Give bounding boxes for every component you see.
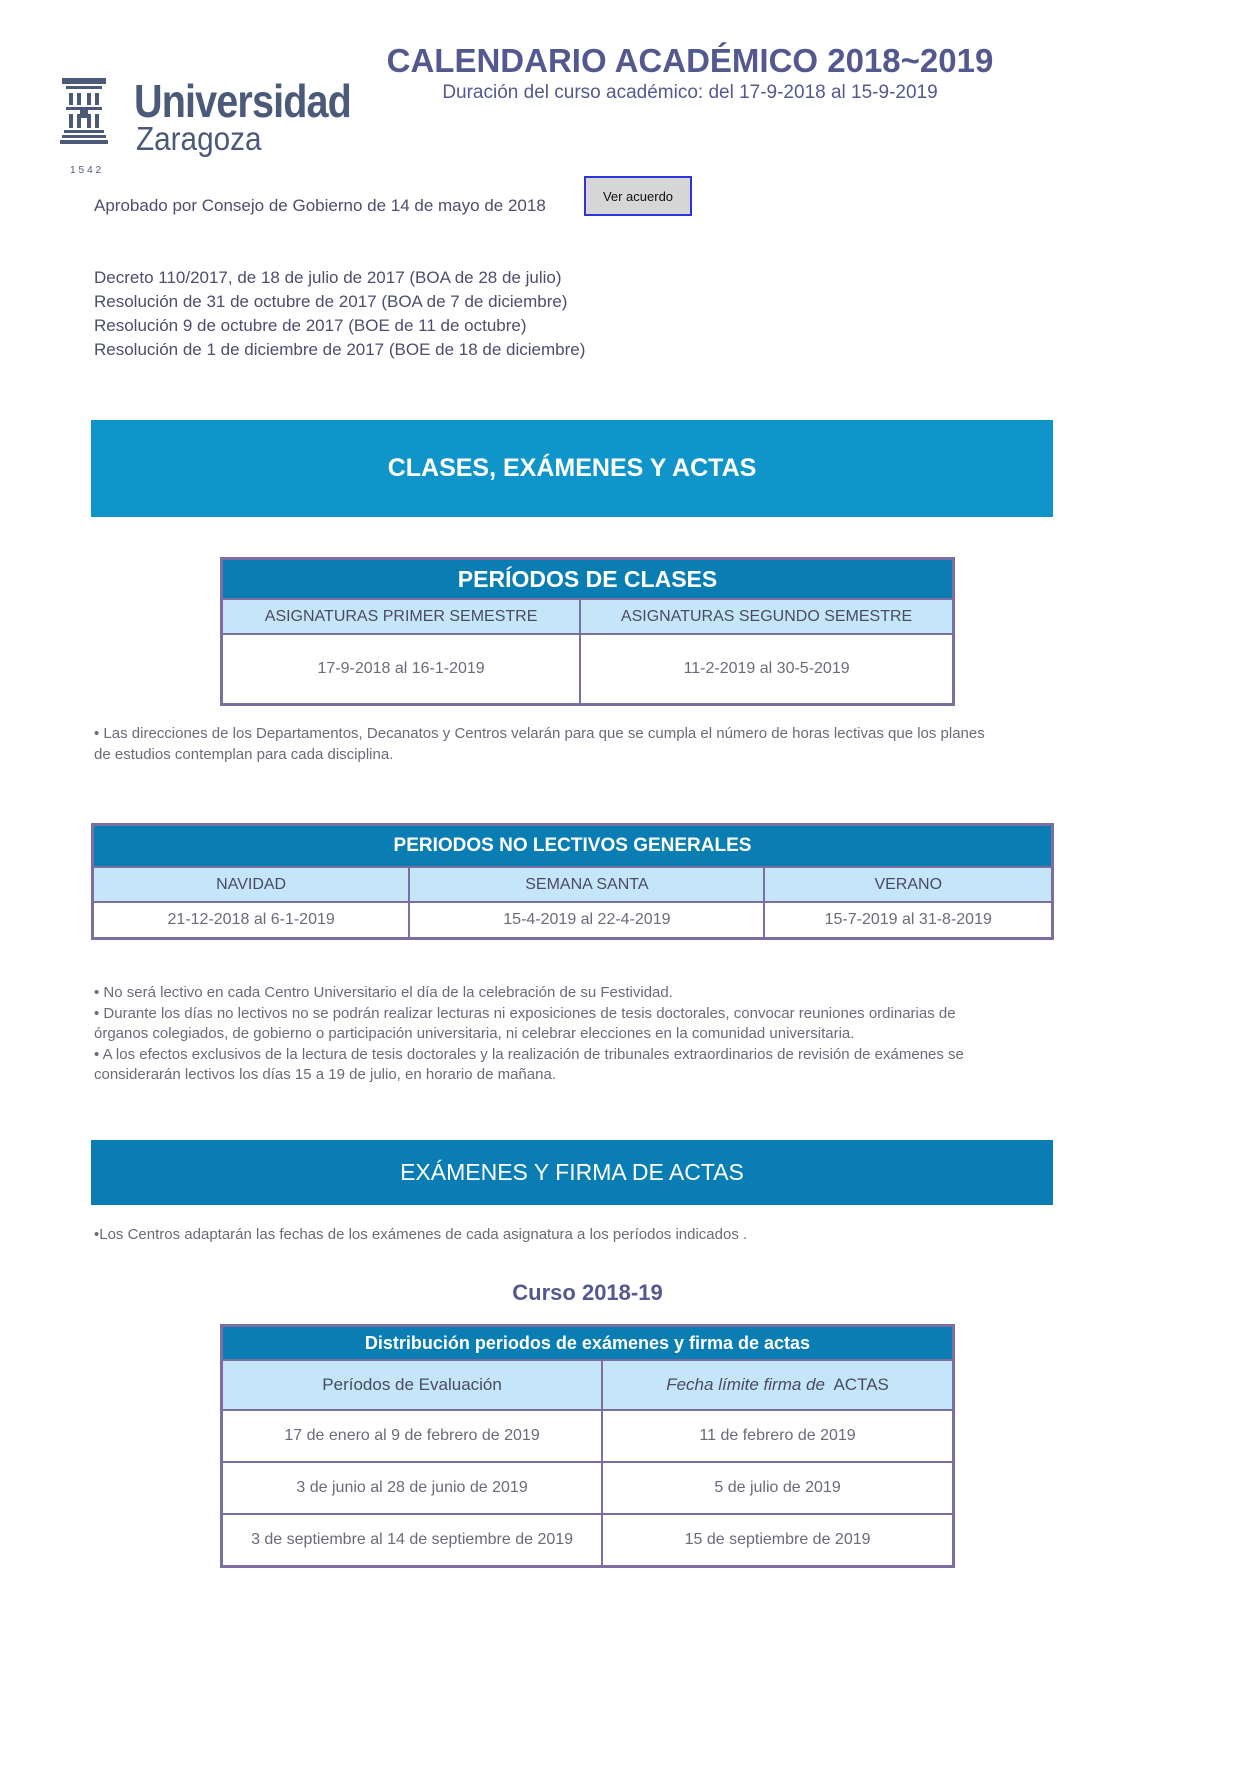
section-banner-title: CLASES, EXÁMENES Y ACTAS bbox=[387, 454, 757, 482]
building-emblem-icon bbox=[60, 78, 108, 144]
table-cell: 15 de septiembre de 2019 bbox=[602, 1514, 953, 1567]
table-cell: 3 de junio al 28 de junio de 2019 bbox=[222, 1462, 603, 1514]
table-cell: 11-2-2019 al 30-5-2019 bbox=[580, 634, 953, 705]
note-dias-no-lectivos bbox=[94, 983, 1084, 1086]
note-line: órganos colegiados, de gobierno o participación universitaria, ni celebrar elecciones en la comunidad universitaria. bbox=[94, 1025, 855, 1042]
table-row bbox=[222, 1514, 954, 1567]
references-list bbox=[94, 266, 585, 362]
reference-item: Decreto 110/2017, de 18 de julio de 2017 (BOA de 28 de julio) bbox=[94, 268, 562, 287]
logo-wordmark-universidad: Universidad bbox=[134, 75, 351, 127]
approval-text: Aprobado por Consejo de Gobierno de 14 de mayo de 2018 bbox=[94, 196, 546, 215]
column-header: SEMANA SANTA bbox=[409, 867, 764, 902]
note-line: • No será lectivo en cada Centro Universitario el día de la celebración de su Festividad. bbox=[94, 984, 673, 1001]
column-header: NAVIDAD bbox=[93, 867, 410, 902]
column-header-italic: Fecha límite firma de bbox=[666, 1375, 825, 1394]
column-header: ASIGNATURAS PRIMER SEMESTRE bbox=[222, 599, 581, 634]
section-banner-clases bbox=[91, 420, 1053, 517]
table-cell: 15-7-2019 al 31-8-2019 bbox=[764, 902, 1052, 939]
note-line: de estudios contemplan para cada disciplina. bbox=[94, 745, 394, 763]
table-cell: 17 de enero al 9 de febrero de 2019 bbox=[222, 1410, 603, 1462]
table-title: PERÍODOS DE CLASES bbox=[222, 559, 954, 600]
reference-item: Resolución 9 de octubre de 2017 (BOE de 11 de octubre) bbox=[94, 316, 527, 335]
table-cell: 11 de febrero de 2019 bbox=[602, 1410, 953, 1462]
column-header: Períodos de Evaluación bbox=[222, 1360, 603, 1410]
table-row bbox=[222, 1462, 954, 1514]
page-title: CALENDARIO ACADÉMICO 2018~2019 bbox=[386, 42, 994, 79]
reference-item: Resolución de 31 de octubre de 2017 (BOA de 7 de diciembre) bbox=[94, 292, 568, 311]
note-examenes: •Los Centros adaptarán las fechas de los exámenes de cada asignatura a los períodos indicados . bbox=[94, 1226, 748, 1243]
logo-year: 1542 bbox=[70, 165, 105, 176]
table-cell: 3 de septiembre al 14 de septiembre de 2019 bbox=[222, 1514, 603, 1567]
periodos-clases-table bbox=[220, 557, 955, 706]
distribucion-examenes-table bbox=[220, 1324, 955, 1568]
note-line: • Las direcciones de los Departamentos, Decanatos y Centros velarán para que se cumpla el número de horas lectivas que los planes bbox=[94, 725, 985, 742]
note-line: considerarán lectivos los días 15 a 19 de julio, en horario de mañana. bbox=[94, 1066, 556, 1083]
column-header: VERANO bbox=[764, 867, 1052, 902]
reference-item: Resolución de 1 de diciembre de 2017 (BOE de 18 de diciembre) bbox=[94, 340, 586, 359]
logo-wordmark-zaragoza: Zaragoza bbox=[136, 120, 262, 157]
section-banner-examenes bbox=[91, 1140, 1053, 1205]
table-cell: 5 de julio de 2019 bbox=[602, 1462, 953, 1514]
column-header: ASIGNATURAS SEGUNDO SEMESTRE bbox=[580, 599, 953, 634]
column-header-rest: ACTAS bbox=[824, 1375, 889, 1394]
curso-heading: Curso 2018-19 bbox=[512, 1280, 663, 1305]
table-row bbox=[222, 1410, 954, 1462]
ver-acuerdo-button[interactable]: Ver acuerdo bbox=[584, 176, 692, 216]
note-line: • Durante los días no lectivos no se podrán realizar lecturas ni exposiciones de tesis doctorales, convocar reuniones ordinarias de bbox=[94, 1004, 956, 1022]
table-cell: 21-12-2018 al 6-1-2019 bbox=[93, 902, 410, 939]
note-horas-lectivas bbox=[94, 724, 1084, 765]
note-line: • A los efectos exclusivos de la lectura de tesis doctorales y la realización de tribunales extraordinarios de revisión de exámenes se bbox=[94, 1045, 964, 1063]
column-header bbox=[602, 1360, 953, 1410]
table-cell: 17-9-2018 al 16-1-2019 bbox=[222, 634, 581, 705]
periodos-no-lectivos-table bbox=[91, 823, 1054, 940]
table-cell: 15-4-2019 al 22-4-2019 bbox=[409, 902, 764, 939]
section-banner-title: EXÁMENES Y FIRMA DE ACTAS bbox=[400, 1159, 744, 1185]
page-subtitle: Duración del curso académico: del 17-9-2018 al 15-9-2019 bbox=[442, 82, 938, 103]
table-title: PERIODOS NO LECTIVOS GENERALES bbox=[93, 825, 1053, 868]
table-title: Distribución periodos de exámenes y firma de actas bbox=[222, 1326, 954, 1361]
